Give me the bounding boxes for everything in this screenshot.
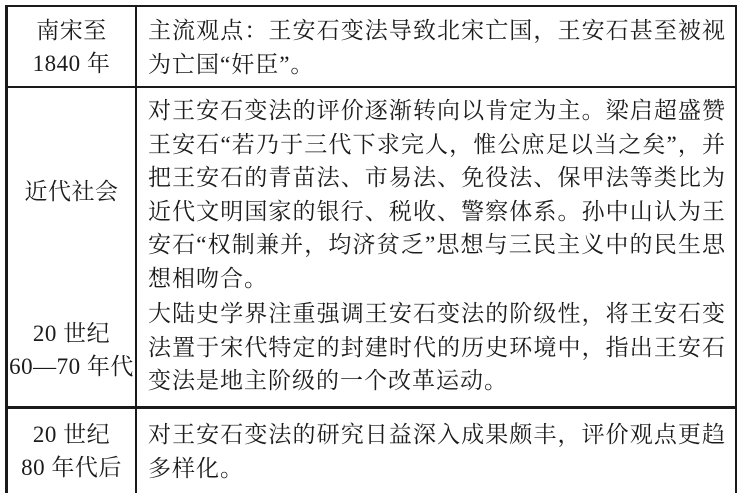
content-cell <box>137 409 735 493</box>
period-cell <box>8 7 137 86</box>
content-text: 主流观点：王安石变法导致北宋亡国，王安石甚至被视为亡国“奸臣”。 <box>148 18 726 77</box>
period-label: 近代社会 <box>24 178 119 204</box>
content-text: 大陆史学界注重强调王安石变法的阶级性，将王安石变法置于宋代特定的封建时代的历史环境中，指出王安石变法是地主阶级的一个改革运动。 <box>148 301 726 393</box>
period-label: 1840 年 <box>32 50 111 76</box>
content-text: 对王安石变法的研究日益深入成果颇丰，评价观点更趋多样化。 <box>148 422 726 481</box>
content-text: 对王安石变法的评价逐渐转向以肯定为主。梁启超盛赞王安石“若乃于三代下求完人，惟公庶足以当之矣”，并把王安石的青苗法、市易法、免役法、保甲法等类比为近代文明国家的银行、税收、警察体系。孙中山认为王安石“权制兼并，均济贫乏”思想与三民主义中的民生思想相吻合。 <box>148 98 726 291</box>
table-row <box>8 294 735 406</box>
table-row-group <box>8 88 735 409</box>
period-label: 南宋至 <box>36 17 107 43</box>
evaluation-table <box>5 5 737 493</box>
content-cell <box>137 7 735 86</box>
content-cell <box>137 294 735 406</box>
table-row <box>8 409 735 493</box>
period-label: 20 世纪 <box>32 422 111 447</box>
period-cell <box>8 88 137 294</box>
period-label: 80 年代后 <box>21 455 122 480</box>
period-label: 20 世纪 <box>32 321 111 346</box>
content-cell <box>137 88 735 294</box>
period-cell <box>8 294 137 406</box>
table-row <box>8 7 735 88</box>
period-label: 60—70 年代 <box>9 354 134 379</box>
table-row <box>8 88 735 294</box>
period-cell <box>8 409 137 493</box>
